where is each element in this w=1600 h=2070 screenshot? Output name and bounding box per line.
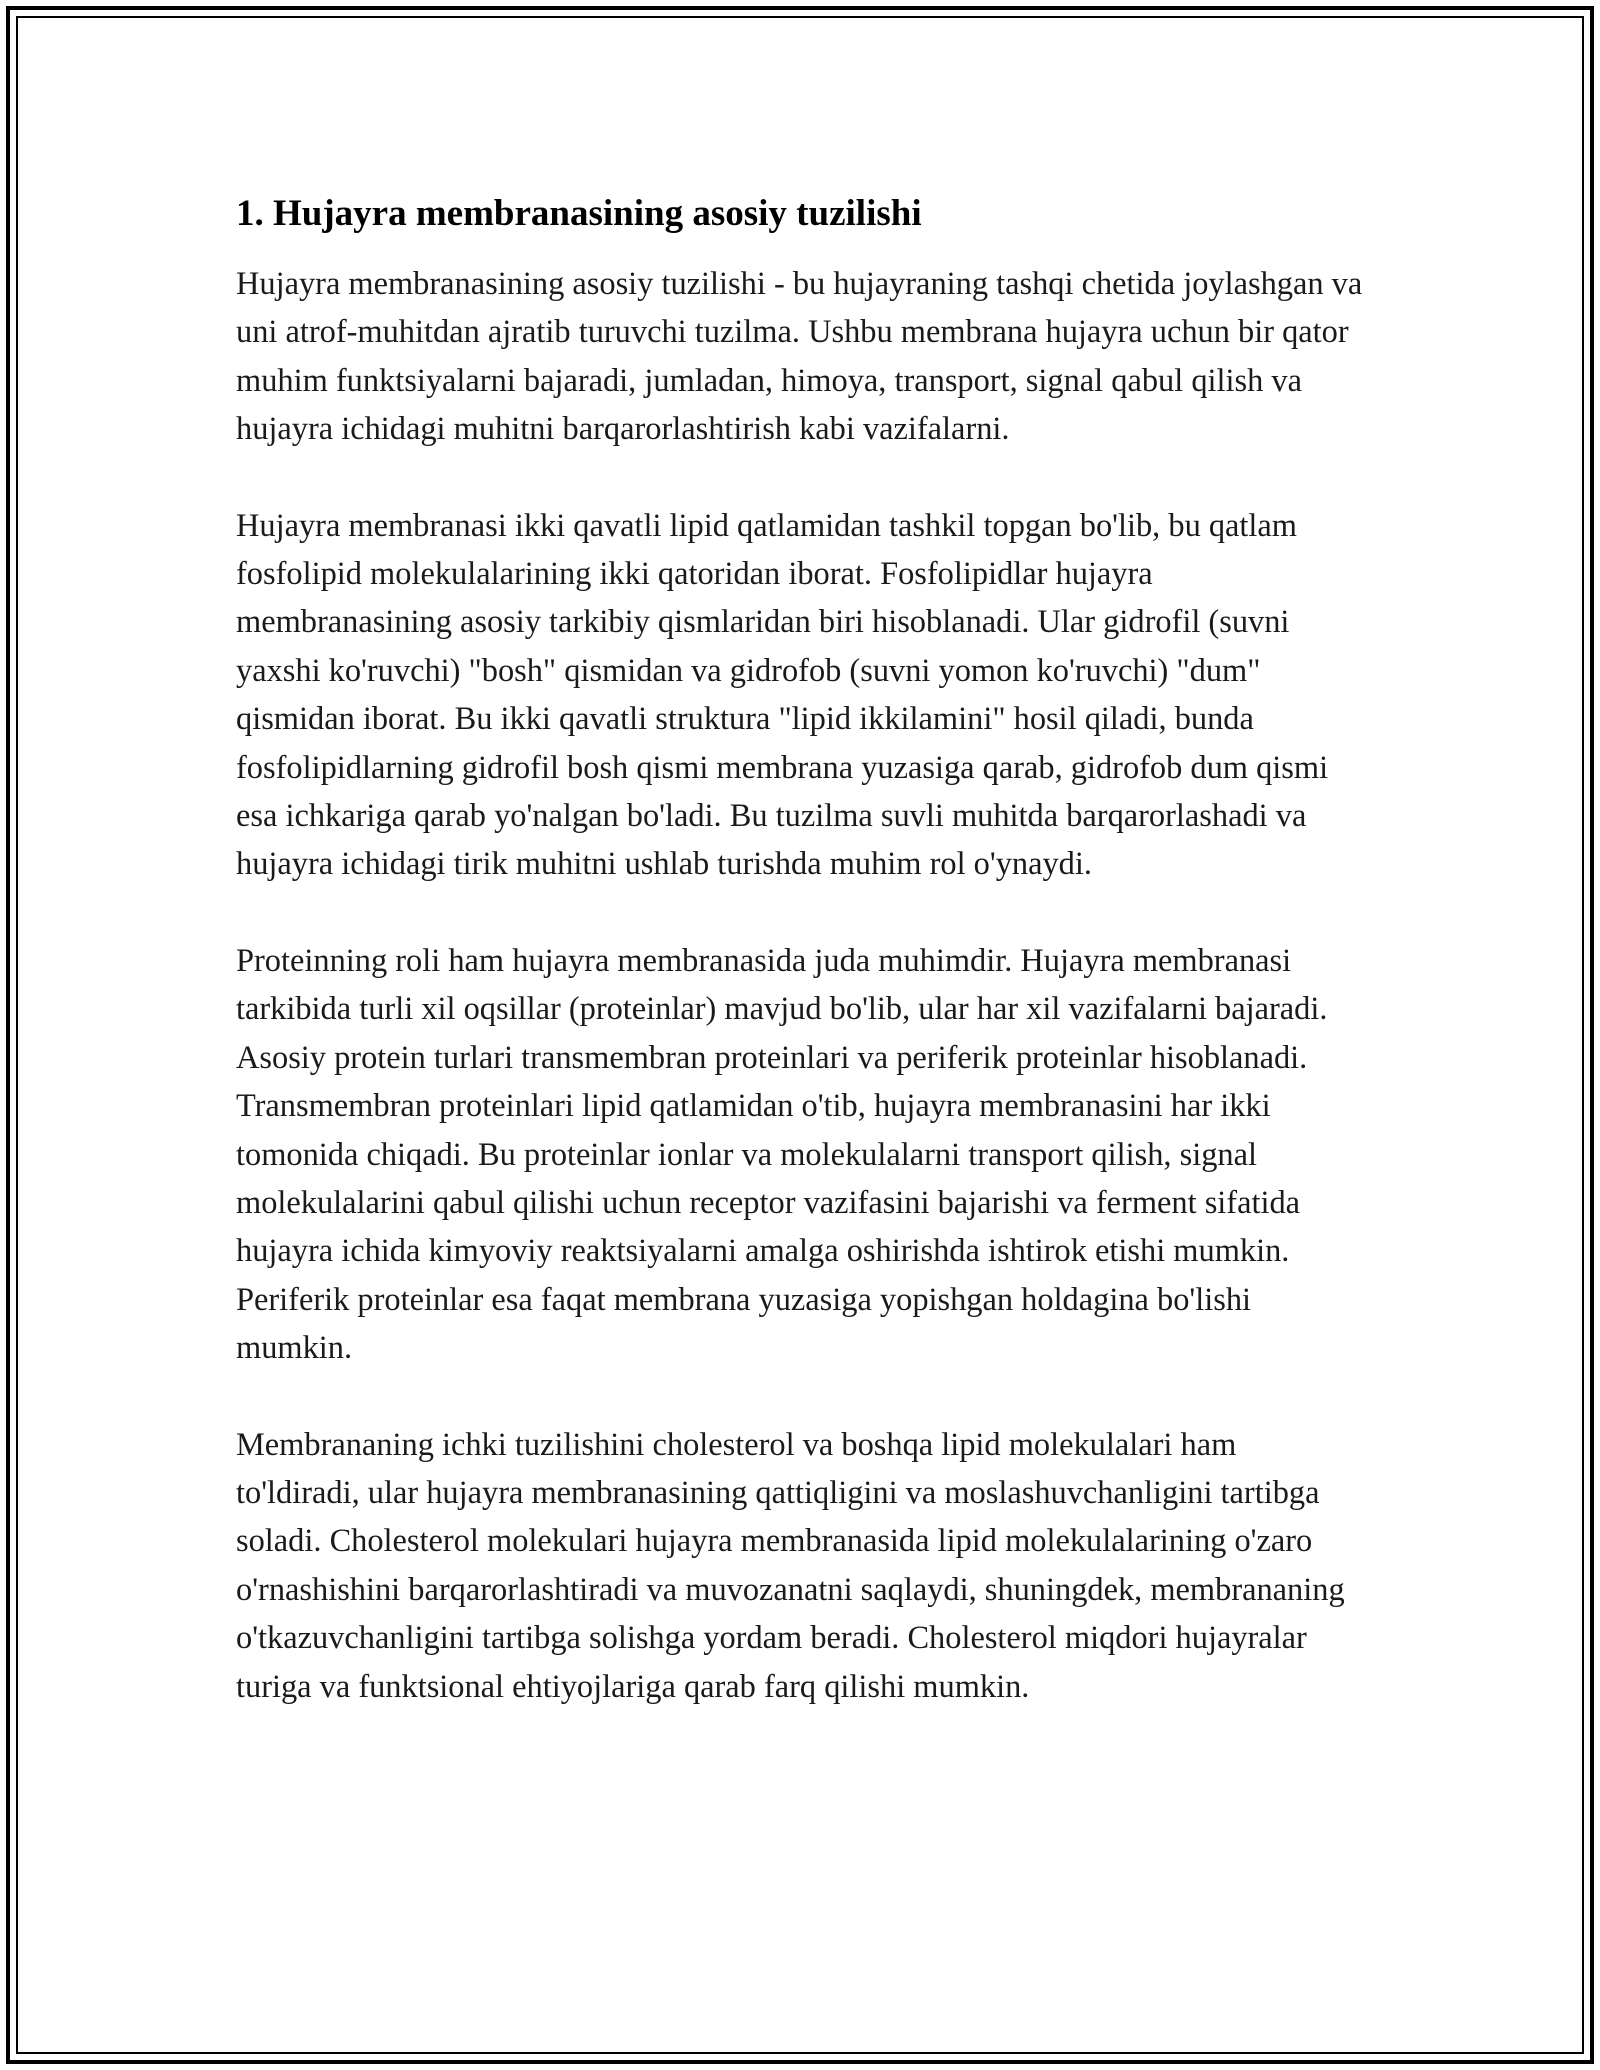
section-heading: 1. Hujayra membranasining asosiy tuzilishi [236, 193, 922, 234]
paragraph-intro: Hujayra membranasining asosiy tuzilishi - bu hujayraning tashqi chetida joylashgan va uni atrof-muhitdan ajratib turuvchi tuzilma. Ushbu membrana hujayra uchun bir qator muhim funktsiyalarni bajaradi, jumladan, himoya, transport, signal qabul qilish va hujayra ichidagi muhitni barqarorlashtirish kabi vazifalarni. [236, 266, 1363, 448]
paragraph-lipid-bilayer: Hujayra membranasi ikki qavatli lipid qatlamidan tashkil topgan bo'lib, bu qatlam fosfolipid molekulalarining ikki qatoridan iborat. Fosfolipidlar hujayra membranasining asosiy tarkibiy qismlaridan biri hisoblanadi. Ular gidrofil (suvni yaxshi ko'ruvchi) "bosh" qismidan va gidrofob (suvni yomon ko'ruvchi) "dum" qismidan iborat. Bu ikki qavatli struktura "lipid ikkilamini" hosil qiladi, bunda fosfolipidlarning gidrofil bosh qismi membrana yuzasiga qarab, gidrofob dum qismi esa ichkariga qarab yo'nalgan bo'ladi. Bu tuzilma suvli muhitda barqarorlashadi va hujayra ichidagi tirik muhitni ushlab turishda muhim rol o'ynaydi. [236, 507, 1329, 883]
document-body [236, 190, 1366, 1759]
paragraph-proteins: Proteinning roli ham hujayra membranasida juda muhimdir. Hujayra membranasi tarkibida turli xil oqsillar (proteinlar) mavjud bo'lib, ular har xil vazifalarni bajaradi. Asosiy protein turlari transmembran proteinlari va periferik proteinlar hisoblanadi. Transmembran proteinlari lipid qatlamidan o'tib, hujayra membranasini har ikki tomonida chiqadi. Bu proteinlar ionlar va molekulalarni transport qilish, signal molekulalarini qabul qilishi uchun receptor vazifasini bajarishi va ferment sifatida hujayra ichida kimyoviy reaktsiyalarni amalga oshirishda ishtirok etishi mumkin. Periferik proteinlar esa faqat membrana yuzasiga yopishgan holdagina bo'lishi mumkin. [236, 942, 1328, 1367]
paragraph-cholesterol: Membrananing ichki tuzilishini cholesterol va boshqa lipid molekulalari ham to'ldiradi, ular hujayra membranasining qattiqligini va moslashuvchanligini tartibga soladi. Cholesterol molekulari hujayra membranasida lipid molekulalarining o'zaro o'rnashishini barqarorlashtiradi va muvozanatni saqlaydi, shuningdek, membrananing o'tkazuvchanligini tartibga solishga yordam beradi. Cholesterol miqdori hujayralar turiga va funktsional ehtiyojlariga qarab farq qilishi mumkin. [236, 1426, 1345, 1705]
